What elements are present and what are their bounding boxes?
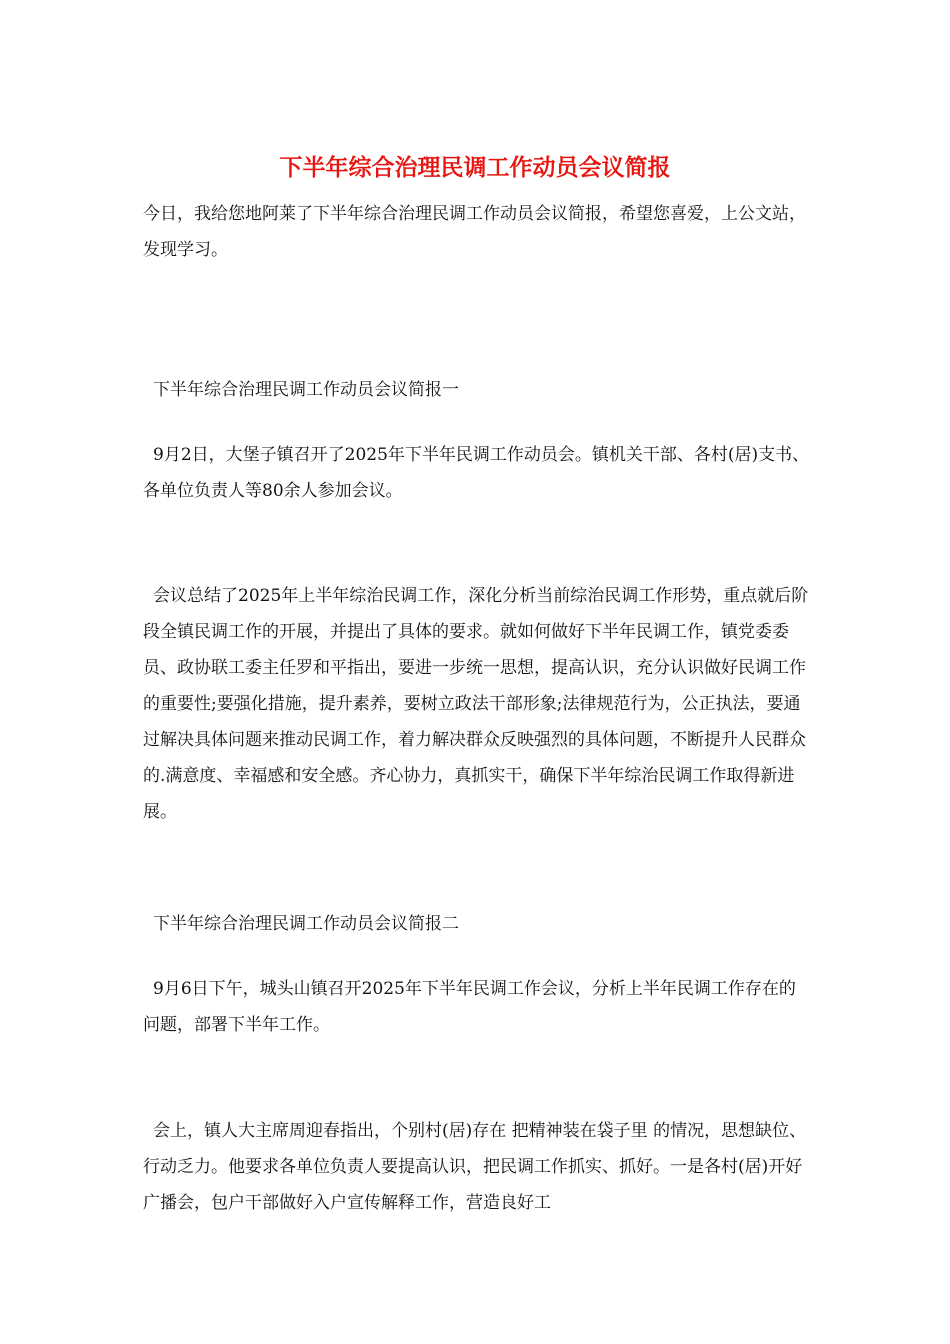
section-1-paragraph-1: 9月2日，大堡子镇召开了2025年下半年民调工作动员会。镇机关干部、各村(居)支书、各单位负责人等80余人参加会议。 <box>143 445 810 501</box>
document-title: 下半年综合治理民调工作动员会议简报 <box>279 155 671 181</box>
section-1-heading: 下半年综合治理民调工作动员会议简报一 <box>153 380 459 400</box>
section-1-paragraph-2: 会议总结了2025年上半年综治民调工作，深化分析当前综治民调工作形势，重点就后阶段全镇民调工作的开展，并提出了具体的要求。就如何做好下半年民调工作，镇党委委员、政协联工委主任罗和平指出，要进一步统一思想，提高认识，充分认识做好民调工作的重要性;要强化措施，提升素养，要树立政法干部形象;法律规范行为，公正执法，要通过解决具体问题来推动民调工作，着力解决群众反映强烈的具体问题，不断提升人民群众的.满意度、幸福感和安全感。齐心协力，真抓实干，确保下半年综治民调工作取得新进展。 <box>143 586 809 822</box>
section-2-paragraph-1: 9月6日下午，城头山镇召开2025年下半年民调工作会议，分析上半年民调工作存在的问题，部署下半年工作。 <box>143 979 796 1035</box>
intro-paragraph: 今日，我给您地阿莱了下半年综合治理民调工作动员会议简报，希望您喜爱，上公文站，发现学习。 <box>143 204 806 260</box>
section-2-heading: 下半年综合治理民调工作动员会议简报二 <box>153 914 459 934</box>
section-2-paragraph-2: 会上，镇人大主席周迎春指出，个别村(居)存在 把精神装在袋子里 的情况，思想缺位、行动乏力。他要求各单位负责人要提高认识，把民调工作抓实、抓好。一是各村(居)开好广播会，包户干部做好入户宣传解释工作，营造良好工 <box>143 1121 807 1213</box>
